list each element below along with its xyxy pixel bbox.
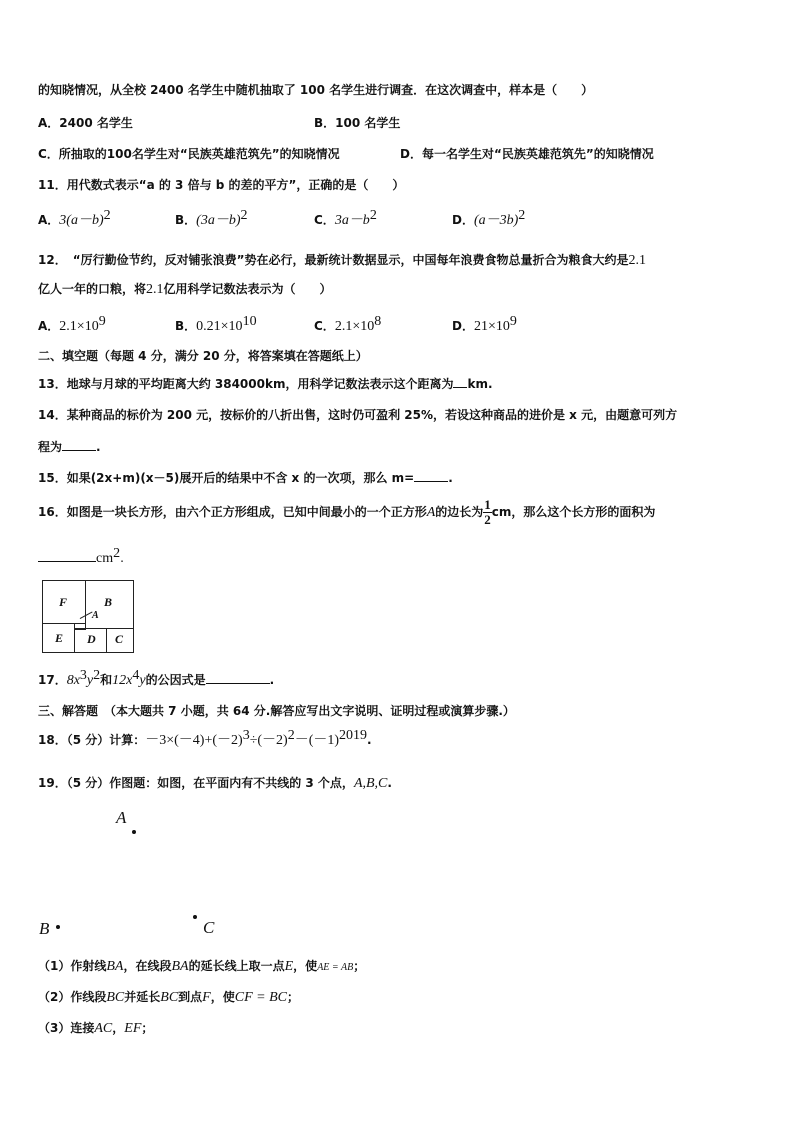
- q16-answer-blank[interactable]: [38, 549, 96, 562]
- q19-step-1: （1）作射线BA，在线段BA的延长线上取一点E，使AE = AB；: [38, 959, 366, 974]
- label-c: C: [115, 632, 124, 646]
- q19-step-3: （3）连接AC，EF；: [38, 1021, 154, 1036]
- q11-option-b: B．$(3a-b)^2$: [175, 208, 248, 228]
- q14-line2: 程为 .: [38, 440, 101, 454]
- point-c-label: C: [203, 918, 215, 937]
- q11-stem: 11．用代数式表示“a 的 3 倍与 b 的差的平方”，正确的是（ ）: [38, 178, 405, 192]
- q14-answer-blank[interactable]: [62, 438, 96, 451]
- q10-stem: 的知晓情况，从全校 2400 名学生中随机抽取了 100 名学生进行调查．在这次调查中，样本是（ ）: [38, 83, 594, 97]
- section-fill-in-heading: 二、填空题（每题 4 分，满分 20 分，将答案填在答题纸上）: [38, 349, 368, 363]
- q12-option-a: A．$2.1\times 10^9$: [38, 314, 106, 334]
- q16-text: 16．如图是一块长方形，由六个正方形组成，已知中间最小的一个正方形A的边长为 $\frac{1}{2}$ cm，那么这个长方形的面积为: [38, 497, 656, 527]
- q11-option-c: C．$3a-b^2$: [314, 208, 377, 228]
- q18-text: 18．（5 分）计算：$-3\times(-4)+(-2)^3\div(-2)^2-(-1)^{2019}$.: [38, 728, 372, 748]
- q15-answer-blank[interactable]: [414, 469, 448, 482]
- q17-answer-blank[interactable]: [206, 671, 270, 684]
- q10-option-d: D．每一名学生对“民族英雄范筑先”的知晓情况: [400, 147, 654, 161]
- point-c: [193, 915, 197, 919]
- q10-option-a: A．2400 名学生: [38, 116, 133, 130]
- label-f: F: [59, 595, 68, 609]
- q12-stem-line2: 亿人一年的口粮，将2.1亿用科学记数法表示为（ ）: [38, 282, 332, 297]
- q19-points-figure: [30, 800, 250, 945]
- point-b: [56, 925, 60, 929]
- q19-text: 19．（5 分）作图题：如图，在平面内有不共线的 3 个点，A,B,C.: [38, 776, 392, 791]
- q16-rectangle-figure: [42, 580, 134, 653]
- q16-fraction: $\frac{1}{2}$: [484, 497, 491, 527]
- point-a: [132, 830, 136, 834]
- point-b-label: B: [39, 919, 50, 938]
- label-e: E: [55, 631, 64, 645]
- q14-line1: 14．某种商品的标价为 200 元，按标价的八折出售，这时仍可盈利 25%，若设这种商品的进价是 x 元，由题意可列方: [38, 408, 678, 422]
- q17-text: 17．$8x^3y^2$和$12x^4y$的公因式是 .: [38, 668, 275, 688]
- q12-option-d: D．$21\times 10^9$: [452, 314, 517, 334]
- section-solution-heading: 三、解答题 （本大题共 7 小题，共 64 分.解答应写出文字说明、证明过程或演算步骤.）: [38, 704, 515, 718]
- q13-text: 13．地球与月球的平均距离大约 384000km，用科学记数法表示这个距离为 km.: [38, 377, 493, 391]
- q12-stem-line1: 12． “厉行勤俭节约，反对铺张浪费”势在必行，最新统计数据显示，中国每年浪费食物总量折合为粮食大约是2.1: [38, 253, 646, 268]
- q13-answer-blank[interactable]: [453, 375, 467, 388]
- label-a: A: [92, 610, 99, 621]
- q15-text: 15．如果(2x+m)(x－5)展开后的结果中不含 x 的一次项，那么 m= .: [38, 471, 453, 485]
- q11-option-d: D．$(a-3b)^2$: [452, 208, 526, 228]
- q11-option-a: A．$3(a-b)^2$: [38, 208, 111, 228]
- q12-option-c: C．$2.1\times 10^8$: [314, 314, 382, 334]
- point-a-label: A: [116, 808, 127, 827]
- q12-option-b: B．$0.21\times 10^{10}$: [175, 314, 257, 334]
- label-d: D: [87, 632, 96, 646]
- q10-option-b: B．100 名学生: [314, 116, 401, 130]
- q10-option-c: C．所抽取的100名学生对“民族英雄范筑先”的知晓情况: [38, 147, 340, 161]
- q16-answer-line: $cm^2$.: [38, 549, 124, 567]
- q19-step-2: （2）作线段BC并延长BC到点F，使CF = BC；: [38, 990, 299, 1005]
- label-b: B: [104, 595, 113, 609]
